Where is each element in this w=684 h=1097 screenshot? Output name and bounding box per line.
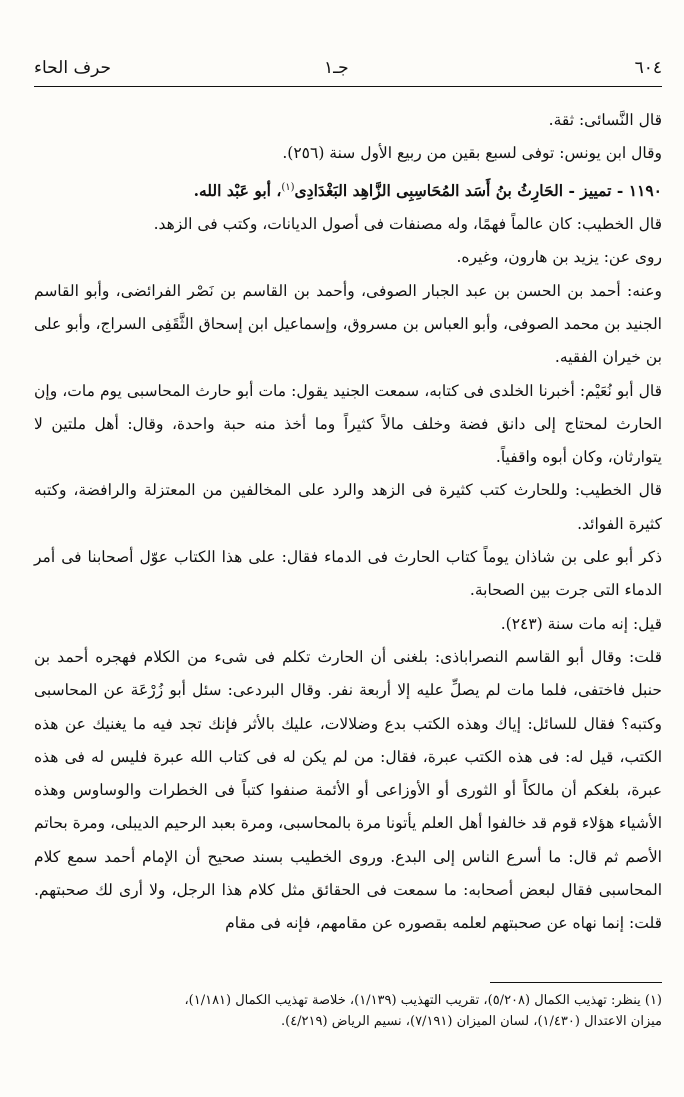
paragraph: قال الخطيب: وللحارث كتب كثيرة فى الزهد والرد على المخالفين من المعتزلة والرافضة، وكتبه كثيرة الفوائد. bbox=[34, 481, 662, 533]
paragraph: قال الخطيب: كان عالماً فهمًا، وله مصنفات فى أصول الديانات، وكتب فى الزهد. bbox=[153, 215, 662, 234]
paragraph: قيل: إنه مات سنة (٢٤٣). bbox=[500, 614, 662, 633]
paragraph: قال أبو نُعَيْم: أخبرنا الخلدى فى كتابه، سمعت الجنيد يقول: مات أبو حارث المحاسبى يوم مات، وإن الحارث لمحتاج إلى دانق فضة وخلف مالاً كثيراً وما أخذ منه حبة واحدة، وقال: أهل ملتين لا يتوارثان، وكان أبوه واقفياً. bbox=[34, 381, 662, 467]
entry-kunya: ، أبو عَبْد الله. bbox=[193, 180, 282, 200]
section-title: حرف الحاء bbox=[34, 58, 111, 78]
entry-heading-text: ١١٩٠ - تمييز - الحَارِثُ بنُ أَسَد المُحَاسِبِى الزَّاهِد البَغْدَادِى bbox=[294, 180, 662, 200]
paragraph: وقال ابن يونس: توفى لسبع بقين من ربيع الأول سنة (٢٥٦). bbox=[282, 144, 662, 163]
paragraph: روى عن: يزيد بن هارون، وغيره. bbox=[456, 248, 662, 267]
header-rule bbox=[34, 86, 662, 87]
footnote-line: (١) ينظر: تهذيب الكمال (٥/٢٠٨)، تقريب التهذيب (١/١٣٩)، خلاصة تهذيب الكمال (١/١٨١)، bbox=[184, 993, 662, 1008]
page-number: ٦٠٤ bbox=[634, 58, 662, 78]
paragraph: ذكر أبو على بن شاذان يوماً كتاب الحارث فى الدماء فقال: على هذا الكتاب عوّل أصحابنا فى أمر الدماء التى جرت بين الصحابة. bbox=[34, 548, 662, 600]
paragraph: قلت: وقال أبو القاسم النصراباذى: بلغنى أن الحارث تكلم فى شىء من الكلام فهجره أحمد بن حنبل فاختفى، فلما مات لم يصلِّ عليه إلا أربعة نفر. وقال البردعى: سئل أبو زُرْعَة عن المحاسبى وكتبه؟ فقال للسائل: إياك وهذه الكتب بدع وضلالات، عليك بالأثر فإنك تجد فيه ما يغنيك عن هذه الكتب، قيل له: فى هذه الكتب عبرة، فقال: من لم يكن له فى كتاب الله عبرة فليس له فى هذه عبرة، بلغكم أن مالكاً أو الثورى أو الأوزاعى أو الأئمة صنفوا كتباً فى الخطرات والوساوس وهذه الأشياء هؤلاء قوم قد خالفوا أهل العلم يأتونا مرة بالمحاسبى، ومرة بعبد الرحيم الديبلى، ومرة بحاتم الأصم ثم قال: ما أسرع الناس إلى البدع. وروى الخطيب بسند صحيح أن الإمام أحمد سمع كلام المحاسبى فقال لبعض أصحابه: ما سمعت فى الحقائق مثل كلام هذا الرجل، ولا أرى لك صحبتهم. قلت: إنما نهاه عن صحبتهم لعلمه بقصوره عن مقامهم، فإنه فى مقام bbox=[34, 647, 662, 933]
paragraph: وعنه: أحمد بن الحسن بن عبد الجبار الصوفى، وأحمد بن القاسم بن نَصْر الفرائضى، وأبو القاسم الجنيد بن محمد الصوفى، وأبو العباس بن مسروق، وإسماعيل ابن إسحاق الثَّقَفِى السراج، وأبو على بن خيران الفقيه. bbox=[34, 281, 662, 367]
paragraph: قال النَّسائى: ثقة. bbox=[548, 111, 662, 129]
page-header bbox=[34, 54, 662, 84]
footnotes bbox=[34, 990, 662, 1032]
footnote-line: ميزان الاعتدال (١/٤٣٠)، لسان الميزان (٧/١٩١)، نسيم الرياض (٤/٢١٩). bbox=[280, 1014, 662, 1029]
main-text bbox=[34, 104, 662, 941]
entry-heading bbox=[34, 171, 662, 208]
footnote-marker: (١) bbox=[281, 181, 295, 193]
footnote-rule bbox=[490, 982, 662, 983]
volume-label: جـ١ bbox=[324, 58, 349, 78]
